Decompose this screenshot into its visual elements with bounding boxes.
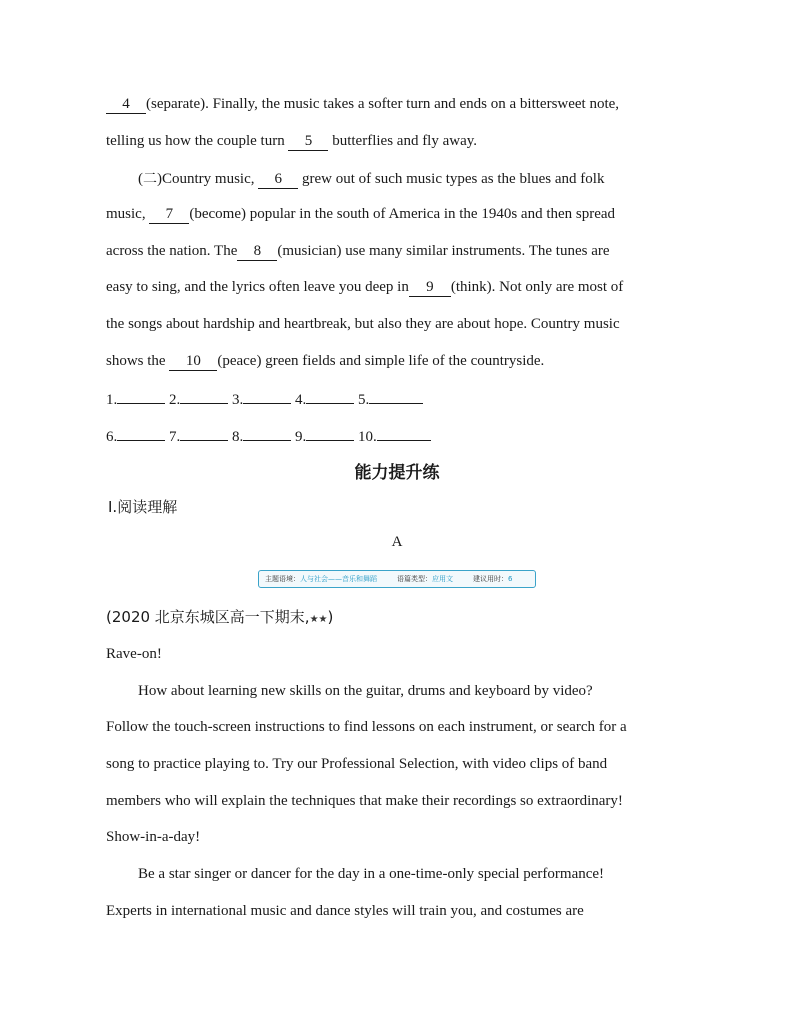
ad-title-show-in-a-day: Show-in-a-day! (106, 829, 201, 845)
tag-value-context: 人与社会——音乐和舞蹈 (300, 575, 377, 583)
answer-label: 1. (106, 392, 118, 408)
answer-row-1 (106, 387, 691, 410)
line-text: telling us how the couple turn (106, 133, 289, 149)
tag-value-type: 应用文 (432, 575, 453, 583)
line-text: across the nation. The (106, 243, 238, 259)
blank-10: 10 (169, 352, 217, 371)
blank-5: 5 (288, 132, 328, 151)
answer-field-5[interactable] (369, 387, 423, 404)
answer-field-1[interactable] (117, 387, 165, 404)
answer-label: 10. (358, 429, 377, 445)
line-text: )Country music, (157, 171, 259, 187)
paren-open: ( (138, 171, 143, 187)
line-text: music, (106, 206, 150, 222)
blank-4: 4 (106, 95, 146, 114)
tag-key-type: 语篇类型： (397, 575, 432, 583)
answer-field-6[interactable] (117, 424, 165, 441)
source-close: ) (327, 608, 334, 626)
answer-field-8[interactable] (243, 424, 291, 441)
source-text: (2020 北京东城区高一下期末, (106, 608, 310, 626)
passage-letter: A (391, 534, 403, 550)
passage-line-8 (106, 351, 691, 371)
answer-label: 8. (232, 429, 244, 445)
source-line (106, 606, 333, 627)
tag-key-time: 建议用时： (473, 575, 508, 583)
passage-line-4 (106, 204, 691, 224)
line-text: butterflies and fly away. (328, 133, 478, 149)
line-text: (separate). Finally, the music takes a softer turn and ends on a bittersweet note, (146, 96, 620, 112)
line-text: (musician) use many similar instruments. The tunes are (277, 243, 610, 259)
line-text: (become) popular in the south of America in the 1940s and then spread (189, 206, 616, 222)
line-text: (peace) green fields and simple life of the countryside. (217, 353, 545, 369)
reading-section-title: Ⅰ.阅读理解 (108, 498, 178, 516)
answer-field-9[interactable] (306, 424, 354, 441)
answer-label: 2. (169, 392, 181, 408)
ad-title-rave-on: Rave-on! (106, 646, 162, 662)
answer-field-3[interactable] (243, 387, 291, 404)
answer-label: 4. (295, 392, 307, 408)
answer-field-2[interactable] (180, 387, 228, 404)
passage2-line: Experts in international music and dance styles will train you, and costumes are (106, 903, 584, 919)
tag-key-context: 主题语境： (265, 575, 300, 583)
passage2-line: How about learning new skills on the guitar, drums and keyboard by video? (138, 683, 593, 699)
answer-field-10[interactable] (377, 424, 431, 441)
passage-line-6 (106, 277, 691, 297)
answer-field-7[interactable] (180, 424, 228, 441)
answer-row-2 (106, 424, 691, 447)
line-text: (think). Not only are most of (450, 279, 624, 295)
answer-label: 9. (295, 429, 307, 445)
blank-9: 9 (409, 278, 451, 297)
passage2-line: song to practice playing to. Try our Professional Selection, with video clips of band (106, 756, 608, 772)
passage-line-1 (106, 94, 691, 114)
passage2-line: Be a star singer or dancer for the day in a one-time-only special performance! (138, 866, 605, 882)
answer-label: 7. (169, 429, 181, 445)
line-text: the songs about hardship and heartbreak, but also they are about hope. Country music (106, 316, 620, 332)
topic-tag-box (258, 570, 536, 588)
line-text: shows the (106, 353, 170, 369)
section-heading: 能力提升练 (354, 463, 440, 483)
passage-line-2 (106, 131, 691, 151)
passage-line-7 (106, 314, 691, 334)
answer-label: 5. (358, 392, 370, 408)
passage2-line: members who will explain the techniques that make their recordings so extraordinary! (106, 793, 623, 809)
answer-label: 6. (106, 429, 118, 445)
passage2-line: Follow the touch-screen instructions to find lessons on each instrument, or search for a (106, 719, 627, 735)
blank-6: 6 (258, 170, 298, 189)
blank-7: 7 (149, 205, 189, 224)
passage-line-5 (106, 241, 691, 261)
line-text: grew out of such music types as the blues and folk (298, 171, 605, 187)
answer-label: 3. (232, 392, 244, 408)
tag-value-time: 6 (508, 575, 513, 583)
blank-8: 8 (237, 242, 277, 261)
passage-line-3 (138, 169, 723, 189)
answer-field-4[interactable] (306, 387, 354, 404)
difficulty-stars-icon: ★★ (309, 614, 328, 625)
section-number: 二 (143, 171, 157, 187)
line-text: easy to sing, and the lyrics often leave you deep in (106, 279, 409, 295)
